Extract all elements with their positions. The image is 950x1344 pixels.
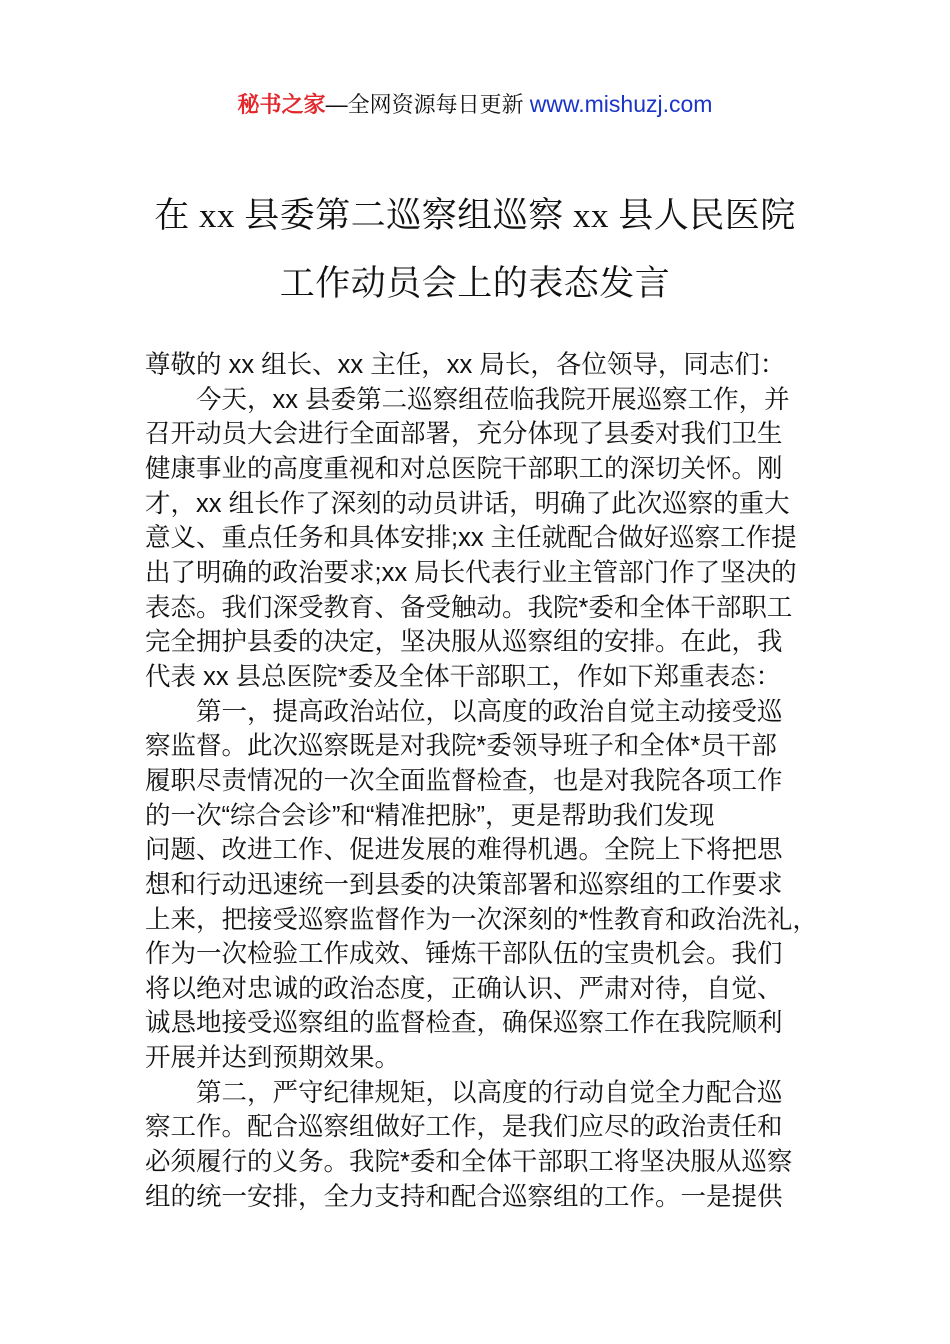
site-header xyxy=(0,88,950,119)
body-text-line: 察监督。此次巡察既是对我院*委领导班子和全体*员干部 xyxy=(145,732,777,761)
body-text-line: 将以绝对忠诚的政治态度，正确认识、严肃对待，自觉、 xyxy=(145,974,783,1003)
body-text-line: 履职尽责情况的一次全面监督检查，也是对我院各项工作 xyxy=(145,766,783,795)
body-text-line: 代表 xx 县总医院*委及全体干部职工，作如下郑重表态： xyxy=(145,662,782,691)
body-text-line: 组的统一安排，全力支持和配合巡察组的工作。一是提供 xyxy=(145,1182,783,1211)
body-text-line: 必须履行的义务。我院*委和全体干部职工将坚决服从巡察 xyxy=(145,1148,793,1177)
body-text-line: 今天，xx 县委第二巡察组莅临我院开展巡察工作，并 xyxy=(145,385,790,414)
body-text-line: 诚恳地接受巡察组的监督检查，确保巡察工作在我院顺利 xyxy=(145,1009,783,1038)
body-text-line: 问题、改进工作、促进发展的难得机遇。全院上下将把思 xyxy=(145,836,783,865)
body-text-line: 的一次“综合会诊”和“精准把脉”，更是帮助我们发现 xyxy=(145,801,715,830)
body-text-line: 表态。我们深受教育、备受触动。我院*委和全体干部职工 xyxy=(145,593,793,622)
body-text-line: 作为一次检验工作成效、锤炼干部队伍的宝贵机会。我们 xyxy=(145,940,783,969)
body-text-line: 上来，把接受巡察监督作为一次深刻的*性教育和政治洗礼， xyxy=(145,905,818,934)
body-text-line: 第二，严守纪律规矩，以高度的行动自觉全力配合巡 xyxy=(145,1078,783,1107)
body-text-line: 意义、重点任务和具体安排;xx 主任就配合做好巡察工作提 xyxy=(145,524,797,553)
body-text-line: 第一，提高政治站位，以高度的政治自觉主动接受巡 xyxy=(145,697,783,726)
body-text-line: 察工作。配合巡察组做好工作，是我们应尽的政治责任和 xyxy=(145,1113,783,1142)
body-text-line: 健康事业的高度重视和对总医院干部职工的深切关怀。刚 xyxy=(145,454,783,483)
body-text-line: 出了明确的政治要求;xx 局长代表行业主管部门作了坚决的 xyxy=(145,558,797,587)
body-text-line: 开展并达到预期效果。 xyxy=(145,1044,401,1073)
body-text-line: 尊敬的 xx 组长、xx 主任，xx 局长，各位领导，同志们： xyxy=(145,351,786,379)
document-title-line-2: 工作动员会上的表态发言 xyxy=(279,264,671,303)
brand-name: 秘书之家 xyxy=(237,92,326,117)
body-text-line: 完全拥护县委的决定，坚决服从巡察组的安排。在此，我 xyxy=(145,628,783,657)
body-text-line: 才，xx 组长作了深刻的动员讲话，明确了此次巡察的重大 xyxy=(145,489,790,518)
document-body xyxy=(145,348,835,1214)
document-title-line-1: 在 xx 县委第二巡察组巡察 xx 县人民医院 xyxy=(154,196,796,235)
body-text-line: 召开动员大会进行全面部署，充分体现了县委对我们卫生 xyxy=(145,420,783,449)
body-text-line: 想和行动迅速统一到县委的决策部署和巡察组的工作要求 xyxy=(145,870,783,899)
header-tagline: —全网资源每日更新 xyxy=(325,92,530,117)
site-url-link[interactable]: www.mishuzj.com xyxy=(529,91,713,117)
